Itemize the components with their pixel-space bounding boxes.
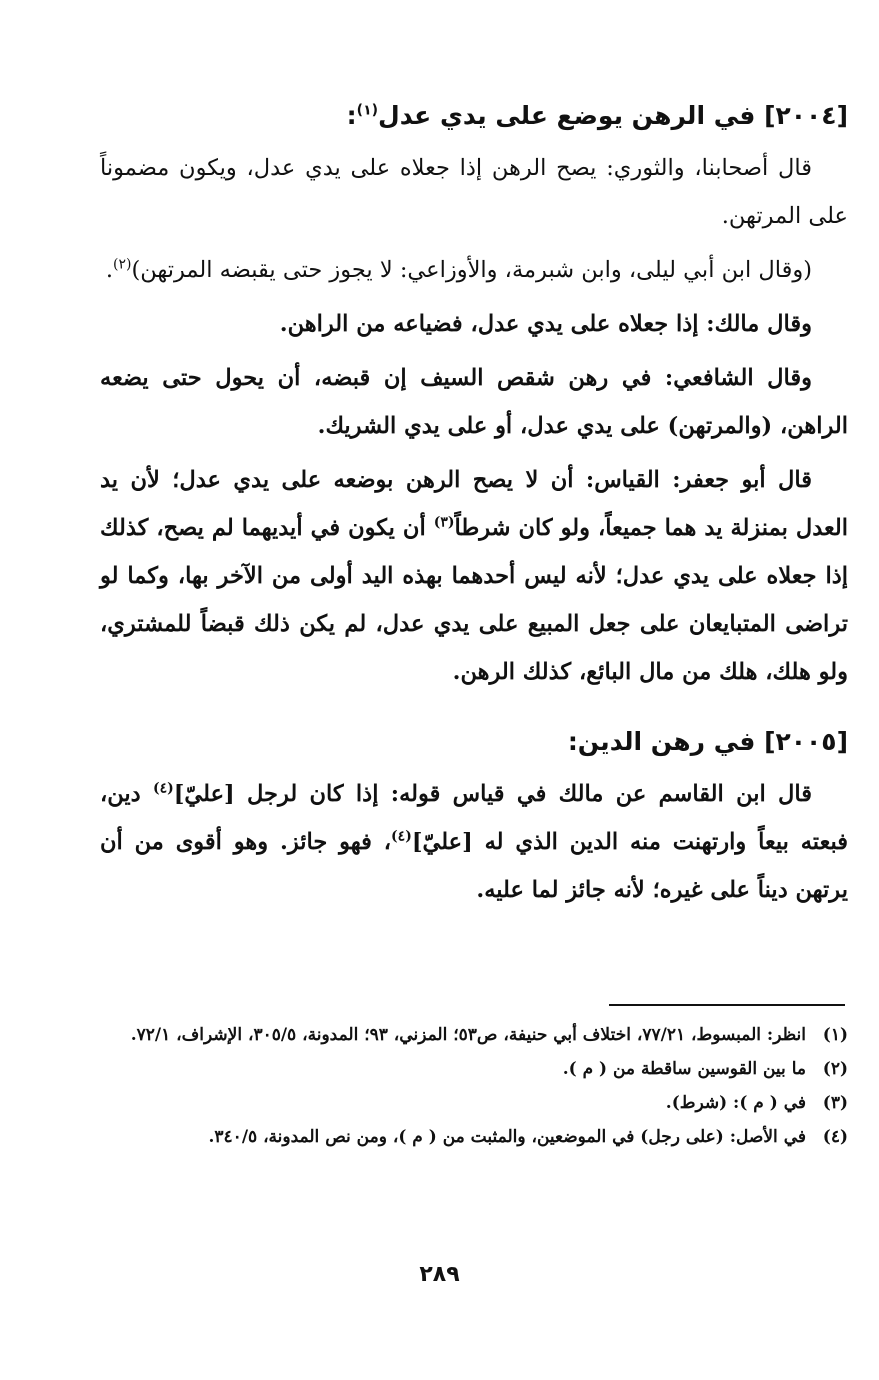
page-number: ٢٨٩: [419, 1262, 460, 1287]
paragraph-text: قال ابن القاسم عن مالك في قياس قوله: إذا كان لرجل [عليّ]: [173, 781, 812, 807]
paragraph-text-cont: أن يكون في أيديهما لم يصح، كذلك إذا جعلاه على يدي عدل؛ لأنه ليس أحدهما بهذه اليد أولى من الآخر بها، وكما لو تراضى المتبايعان على جعل المبيع على يدي عدل، لم يكن ذلك قبضاً للمشتري، ولو هلك، هلك من مال البائع، كذلك الرهن.: [100, 515, 848, 685]
paragraph-ibn-abi-layla: [100, 246, 848, 294]
footnote-ref: (١): [356, 102, 379, 119]
footnote-1: [100, 1018, 848, 1052]
paragraph-ibn-al-qasim: [100, 770, 848, 914]
page-body: [100, 96, 848, 920]
footnote-ref: (٤): [391, 828, 412, 845]
footnote-number: (٤): [822, 1127, 848, 1147]
footnote-text: انظر: المبسوط، ٧٧/٢١، اختلاف أبي حنيفة، ص٥٣؛ المزني، ٩٣؛ المدونة، ٣٠٥/٥، الإشراف، ٧٢/١.: [130, 1025, 806, 1045]
heading-colon: :: [346, 101, 357, 130]
paragraph-shafii: وقال الشافعي: في رهن شقص السيف إن قبضه، أن يحول حتى يضعه الراهن، (والمرتهن) على يدي عدل، أو على يدي الشريك.: [100, 365, 848, 439]
footnote-divider: [609, 1004, 845, 1006]
footnote-ref: (٤): [152, 780, 174, 797]
paragraph-end: .: [105, 257, 113, 283]
footnote-2: [100, 1052, 848, 1086]
footnote-number: (٢): [822, 1059, 848, 1079]
footnote-3: [100, 1086, 848, 1120]
footnote-text: في الأصل: (على رجل) في الموضعين، والمثبت من ( م )، ومن نص المدونة، ٣٤٠/٥.: [208, 1127, 806, 1147]
section-heading-2004: [100, 96, 848, 136]
footnotes: [100, 1018, 848, 1154]
paragraph-text-cont: دين، فبعته بيعاً وارتهنت منه الدين الذي له [عليّ]: [100, 781, 848, 855]
paragraph-text-end: ، فهو جائز. وهو أقوى من أن يرتهن ديناً على غيره؛ لأنه جائز لما عليه.: [100, 829, 848, 903]
footnote-number: (٣): [822, 1093, 848, 1113]
footnote-number: (١): [822, 1025, 848, 1045]
paragraph-abu-jafar: [100, 456, 848, 696]
footnote-ref: (٣): [433, 514, 455, 531]
footnote-4: [100, 1120, 848, 1154]
paragraph-text: قال أبو جعفر: القياس: أن لا يصح الرهن بوضعه على يدي عدل؛ لأن يد العدل بمنزلة يد هما جميعاً، ولو كان شرطاً: [100, 467, 848, 541]
footnote-ref: (٢): [112, 256, 132, 273]
footnote-text: في ( م ): (شرط).: [665, 1093, 806, 1113]
paragraph-text: (وقال ابن أبي ليلى، وابن شبرمة، والأوزاعي: لا يجوز حتى يقبضه المرتهن): [131, 257, 812, 283]
footnote-text: ما بين القوسين ساقطة من ( م ).: [562, 1059, 806, 1079]
paragraph-malik: وقال مالك: إذا جعلاه على يدي عدل، فضياعه من الراهن.: [279, 311, 812, 337]
section-heading-2005: [٢٠٠٥] في رهن الدين:: [567, 727, 848, 756]
heading-text: [٢٠٠٤] في الرهن يوضع على يدي عدل: [378, 101, 848, 130]
paragraph-ashabuna: قال أصحابنا، والثوري: يصح الرهن إذا جعلاه على يدي عدل، ويكون مضموناً على المرتهن.: [100, 155, 848, 229]
